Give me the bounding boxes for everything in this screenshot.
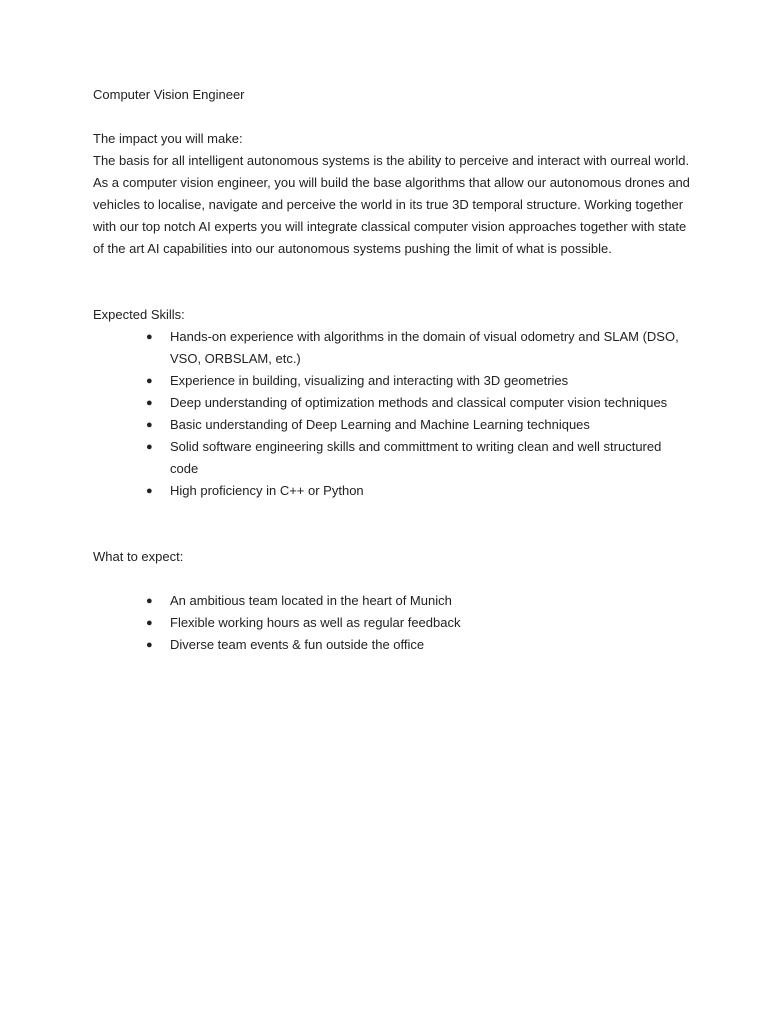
- bullet-icon: ●: [146, 419, 153, 431]
- job-title: Computer Vision Engineer: [93, 87, 245, 102]
- list-item: [93, 392, 693, 414]
- list-item: [93, 326, 693, 370]
- list-item: [93, 634, 693, 656]
- list-item: [93, 480, 693, 502]
- expect-heading: What to expect:: [93, 549, 184, 564]
- list-item-text: Flexible working hours as well as regular feedback: [170, 615, 461, 630]
- bullet-icon: ●: [146, 617, 153, 629]
- skills-heading: Expected Skills:: [93, 307, 185, 322]
- bullet-icon: ●: [146, 639, 153, 651]
- list-item: [93, 612, 693, 634]
- bullet-icon: ●: [146, 441, 153, 453]
- impact-heading: The impact you will make:: [93, 131, 243, 146]
- list-item-text: Experience in building, visualizing and interacting with 3D geometries: [170, 373, 569, 388]
- list-item-text: An ambitious team located in the heart of Munich: [170, 593, 452, 608]
- bullet-icon: ●: [146, 375, 153, 387]
- document-page: [93, 84, 693, 656]
- list-item-text: Hands-on experience with algorithms in the domain of visual odometry and SLAM (DSO, VSO, ORBSLAM, etc.): [170, 329, 679, 366]
- list-item-text: Basic understanding of Deep Learning and Machine Learning techniques: [170, 417, 590, 432]
- list-item: [93, 436, 693, 480]
- list-item: [93, 590, 693, 612]
- list-item-text: High proficiency in C++ or Python: [170, 483, 364, 498]
- list-item: [93, 370, 693, 392]
- bullet-icon: ●: [146, 331, 153, 343]
- bullet-icon: ●: [146, 595, 153, 607]
- list-item: [93, 414, 693, 436]
- bullet-icon: ●: [146, 397, 153, 409]
- list-item-text: Diverse team events & fun outside the office: [170, 637, 425, 652]
- skills-list: [93, 326, 693, 502]
- list-item-text: Deep understanding of optimization methods and classical computer vision techniques: [170, 395, 668, 410]
- expect-list: [93, 590, 693, 656]
- list-item-text: Solid software engineering skills and committment to writing clean and well structured code: [170, 439, 662, 476]
- bullet-icon: ●: [146, 485, 153, 497]
- impact-paragraph: The basis for all intelligent autonomous systems is the ability to perceive and interact with ourreal world. As a computer vision engineer, you will build the base algorithms that allow our autonomous drones and vehicles to localise, navigate and perceive the world in its true 3D temporal structure. Working together with our top notch AI experts you will integrate classical computer vision approaches together with state of the art AI capabilities into our autonomous systems pushing the limit of what is possible.: [93, 153, 690, 256]
